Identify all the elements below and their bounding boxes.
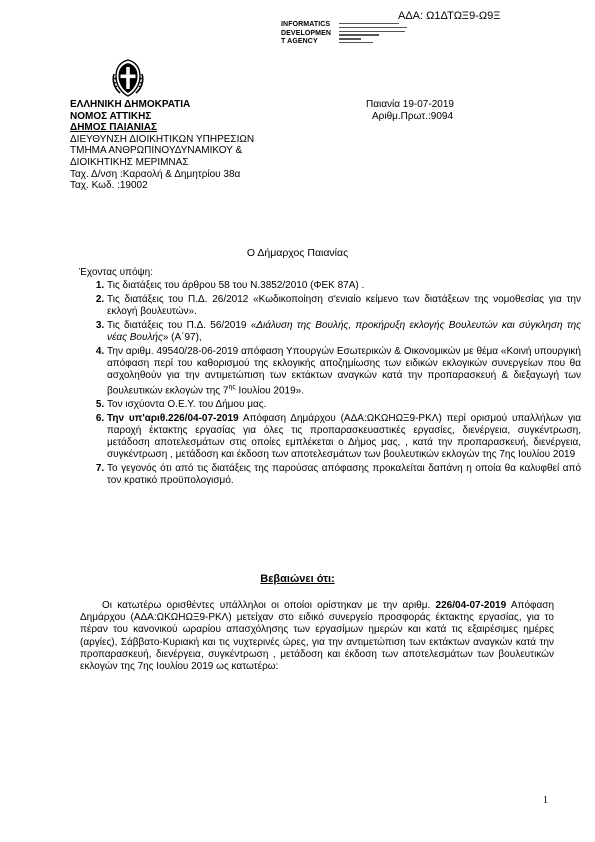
list-item: 7. Το γεγονός ότι από τις διατάξεις της παρούσας απόφασης προκαλείται δαπάνη η οποία θα καλυφθεί από τον κρατικό προϋπολογισμό. <box>107 463 581 487</box>
list-item: 6. Την υπ'αριθ.226/04-07-2019 Απόφαση Δημάρχου (ΑΔΑ:ΩΚΩΗΩΞ9-ΡΚΛ) περί ορισμού υπαλλήλων για παροχή έκτακτης εργασίας για όλες τις προπαρασκευαστικές εργασίες, διενέργεια, συγκέντρωση, μετάδοση αποτελεσμάτων στις οποίες εμπλέκεται ο Δήμος μας, , κατά την προπαρασκευή, διενέργεια, συγκέντρωση , μετάδοση και έκδοση των αποτελεσμάτων των βουλευτικών εκλογών της 7ης Ιουλίου 2019 <box>107 413 581 461</box>
postal-address: Ταχ. Δ/νση :Καραολή & Δημητρίου 38α <box>70 168 241 180</box>
department-name-cont: ΔΙΟΙΚΗΤΙΚΗΣ ΜΕΡΙΜΝΑΣ <box>70 156 189 168</box>
directorate-name: ΔΙΕΥΘΥΝΣΗ ΔΙΟΙΚΗΤΙΚΩΝ ΥΠΗΡΕΣΙΩΝ <box>70 133 255 145</box>
document-title: Ο Δήμαρχος Παιανίας <box>246 247 349 259</box>
department-name: ΤΜΗΜΑ ΑΝΘΡΩΠΙΝΟΥΔΥΝΑΜΙΚΟΥ & <box>70 145 243 157</box>
confirmation-heading: Βεβαιώνει ότι: <box>260 573 335 585</box>
document-date: Παιανία 19-07-2019 <box>366 99 454 110</box>
protocol-number: Αριθμ.Πρωτ.:9094 <box>372 110 454 122</box>
postal-code: Ταχ. Κωδ. :19002 <box>70 180 148 192</box>
stamp-line: INFORMATICS <box>281 21 331 28</box>
hellenic-emblem-icon <box>108 58 148 98</box>
page-number: 1 <box>543 795 548 806</box>
stamp-signature-lines <box>339 23 409 46</box>
list-item: 4. Την αριθμ. 49540/28-06-2019 απόφαση Υπουργών Εσωτερικών & Οικονομικών με θέμα «Κοινή υπουργική απόφαση περί του καθορισμού της εκλογικής αποζημίωσης των ειδικών εκλογικών συνεργείων που θα ασχοληθούν για την αντιμετώπιση των εκτάκτων αναγκών κατά την προπαρασκευή & διεξαγωγή των βουλευτικών εκλογών της $7^{\eta\varsigma}$ Ιουλίου 2019». <box>107 346 581 397</box>
list-item: 2. Τις διατάξεις του Π.Δ. 26/2012 «Κωδικοποίηση σ'ενιαίο κείμενο των διατάξεων της νομοθεσίας για την εκλογή βουλευτών». <box>107 294 581 318</box>
list-item: 3. Τις διατάξεις του Π.Δ. 56/2019 «Διάλυση της Βουλής, προκήρυξη εκλογής Βουλευτών και σύγκληση της νέας Βουλής» (Α΄97), <box>107 320 581 344</box>
body-paragraph: Οι κατωτέρω ορισθέντες υπάλληλοι οι οποίοι ορίστηκαν με την αριθμ. 226/04-07-2019 Απόφαση Δημάρχου (ΑΔΑ:ΩΚΩΗΩΞ9-ΡΚΛ) μετείχαν στο ειδικό συνεργείο προσφοράς έκτακτης εργασίας, για το πέραν του κανονικού ωραρίου απασχόλησης των εργασίμων ημερών και κατά τις εξαιρέσιμες ημέρες (αργίες), Σάββατο-Κυριακή και τις νυχτερινές ώρες, για την αντιμετώπιση των εκτάκτων αναγκών κατά την προπαρασκευή, διενέργεια, συγκέντρωση , μετάδοση και έκδοση των αποτελεσμάτων των βουλευτικών εκλογών της 7ης Ιουλίου 2019 ως κατωτέρω: <box>80 600 555 673</box>
municipality-name: ΔΗΜΟΣ ΠΑΙΑΝΙΑΣ <box>70 122 157 134</box>
document-reference <box>366 99 454 122</box>
prefecture-name: ΝΟΜΟΣ ΑΤΤΙΚΗΣ <box>70 110 152 122</box>
issuer-header <box>70 99 254 192</box>
stamp-line: DEVELOPMEN <box>281 29 332 37</box>
stamp-line: T AGENCY <box>281 38 318 45</box>
considerations-intro: Έχοντας υπόψη: <box>79 267 153 278</box>
list-item: 1. Τις διατάξεις του άρθρου 58 του Ν.3852/2010 (ΦΕΚ 87Α) . <box>107 280 581 292</box>
diavgeia-stamp <box>281 21 409 55</box>
ada-code: ΑΔΑ: Ω1ΔΤΩΞ9-Ω9Ξ <box>398 10 501 22</box>
stamp-organization <box>281 21 331 47</box>
considerations-list <box>80 280 581 489</box>
republic-name: ΕΛΛΗΝΙΚΗ ΔΗΜΟΚΡΑΤΙΑ <box>70 99 191 110</box>
list-item: 5. Τον ισχύοντα Ο.Ε.Υ. του Δήμου μας. <box>107 399 581 411</box>
